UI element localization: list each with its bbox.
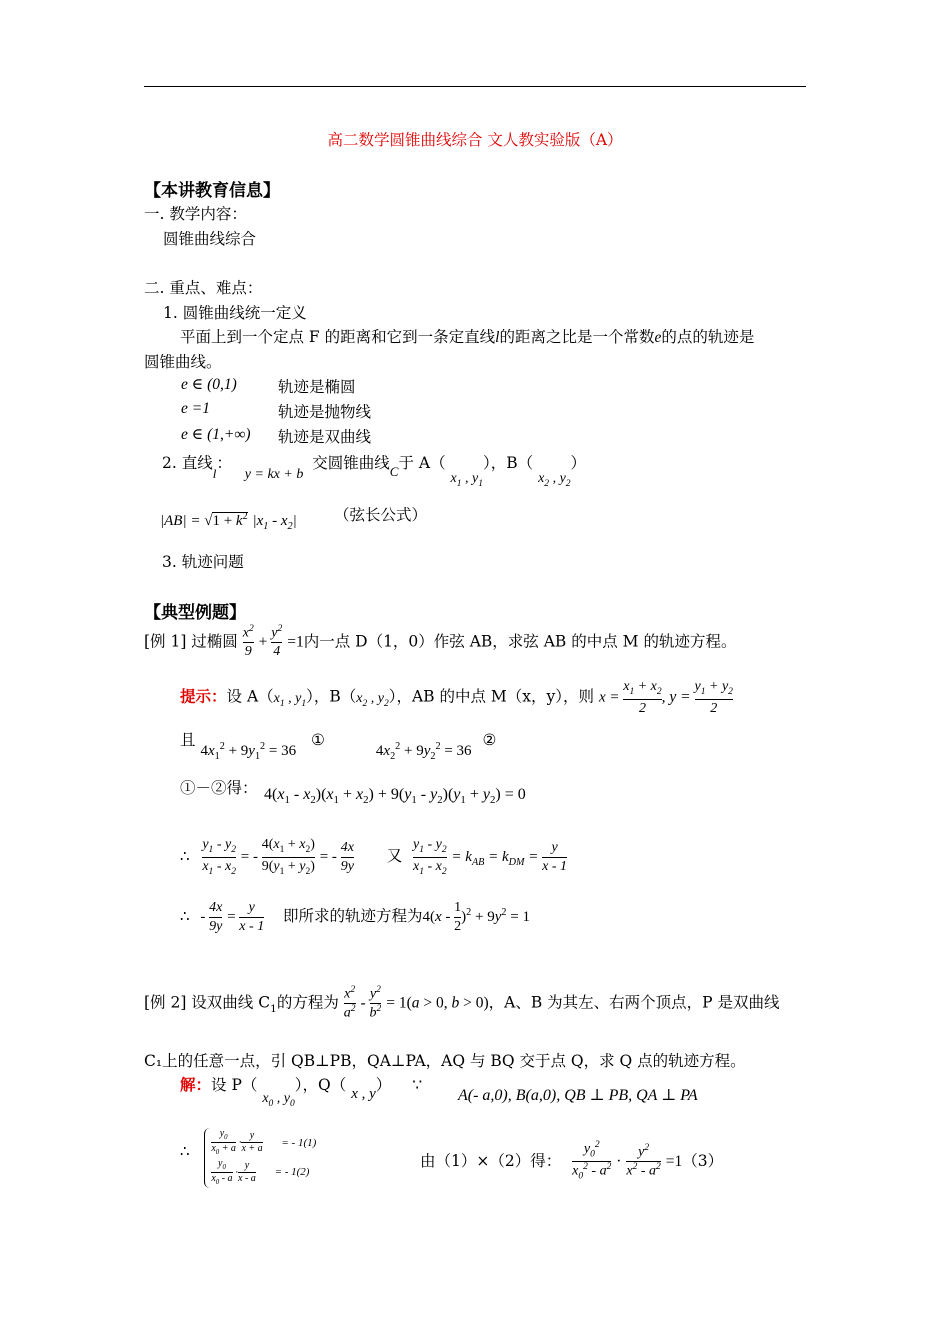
section-heading-info: 【本讲教育信息】: [144, 181, 280, 201]
case-1-condition: e ∈ (0,1): [181, 376, 237, 393]
subtraction-lead: ①－②得：: [180, 779, 258, 797]
chord-length-note: （弦长公式）: [334, 506, 428, 524]
top-rule: [144, 86, 806, 87]
point-3-title: 3. 轨迹问题: [162, 553, 244, 571]
case-1-result: 轨迹是椭圆: [278, 378, 356, 396]
item-key-points: 二. 重点、难点：: [144, 279, 263, 297]
case-3-condition: e ∈ (1,+∞): [181, 426, 251, 443]
example-2-line-2: C₁上的任意一点，引 QB⊥PB，QA⊥PA，AQ 与 BQ 交于点 Q，求 Q 点的轨迹方程。: [144, 1052, 746, 1070]
chord-length-formula: $|AB| = √1 + k^2$ $|x_1 - x_2|$: [160, 511, 297, 532]
point-2-line: 2. 直线$_l$： y = kx + b 交圆锥曲线$_C$于 A（ $x_1$ , $y_1$），B（ $x_2$ , $y_2$）: [162, 454, 587, 489]
example-1-answer: ∴ - $\frac{4x}{9y}$ = $\frac{y}{x - 1}$ 即所求的轨迹方程为4(x - $\frac{1}{2}$ )$^2 + 9y^2 = 1$: [180, 900, 530, 934]
perpendicular-system: ∴ $\frac{y_0}{x_0 + a}$ · $\frac{y}{x + a}$ = - 1(1) $\frac{y_0}{x_0 - a}$ · $\frac{y}{x - a}$ = - 1(2): [180, 1128, 317, 1187]
subtraction-result: $4(x_1 - x_2)(x_1 + x_2) + 9(y_1 - y_2)(y_1 + y_2) = 0$: [264, 786, 526, 807]
example-2-statement: [例 2] 设双曲线 $C_1$的方程为 $\frac{x^2}{a^2}$ - $\frac{y^2}{b^2}$ = 1(a > 0, b > 0)，A、B 为其左、右两个顶点，P 是双曲线: [144, 985, 780, 1021]
multiplication-step: 由（1）×（2）得： $\frac{y_0^2}{x_0^2 - a^2}$ · $\frac{y^2}{x^2 - a^2}$ =1（3）: [420, 1140, 724, 1182]
example-1-statement: [例 1] 过椭圆 $\frac{x^2}{9}$ + $\frac{y^2}{4}$ =1内一点 D（1，0）作弦 AB，求弦 AB 的中点 M 的轨迹方程。: [144, 624, 737, 660]
definition-line-1: 平面上到一个定点 F 的距离和它到一条定直线l的距离之比是一个常数e的点的轨迹是: [180, 328, 755, 346]
case-2-result: 轨迹是抛物线: [278, 403, 372, 421]
solution-facts: A(- a,0), B(a,0), QB ⊥ PB, QA ⊥ PA: [458, 1087, 698, 1104]
document-title: 高二数学圆锥曲线综合 文人教实验版（A）: [327, 131, 623, 149]
point-1-title: 1. 圆锥曲线统一定义: [163, 304, 307, 322]
example-1-hint: 提示：设 $A(x_1$ , $y_1$），$B(x_2$ , $y_2$），AB 的中点 M（x，y），则 x = $\frac{x_1 + x_2}{2}$ , y = $\frac{y_1 + y_2}{2}$: [180, 679, 733, 716]
case-3-result: 轨迹是双曲线: [278, 428, 372, 446]
case-2-condition: e =1: [181, 400, 210, 417]
definition-line-2: 圆锥曲线。: [144, 353, 222, 371]
slope-derivation: ∴ $\frac{y_1 - y_2}{x_1 - x_2}$ = - $\frac{4(x_1 + x_2)}{9(y_1 + y_2)}$ = - $\frac{4x}{9y}$ 又 $\frac{y_1 - y_2}{x_1 - x_2}$ = $k_{AB} = k_{DM}$ = $\frac{y}{x - 1}$: [180, 837, 568, 877]
item-teaching-content: 一. 教学内容：: [144, 205, 247, 223]
section-heading-examples: 【典型例题】: [144, 603, 246, 623]
teaching-content-body: 圆锥曲线综合: [163, 230, 257, 248]
hint-equations: 且 $4x_1^2 + 9y_1^2 = 36$ ① $4x_2^2 + 9y_2^2 = 36$ ②: [180, 731, 497, 762]
example-2-solution: 解：设 P（ $x_0$ , $y_0$），Q（ x , y） ∵: [180, 1075, 423, 1109]
